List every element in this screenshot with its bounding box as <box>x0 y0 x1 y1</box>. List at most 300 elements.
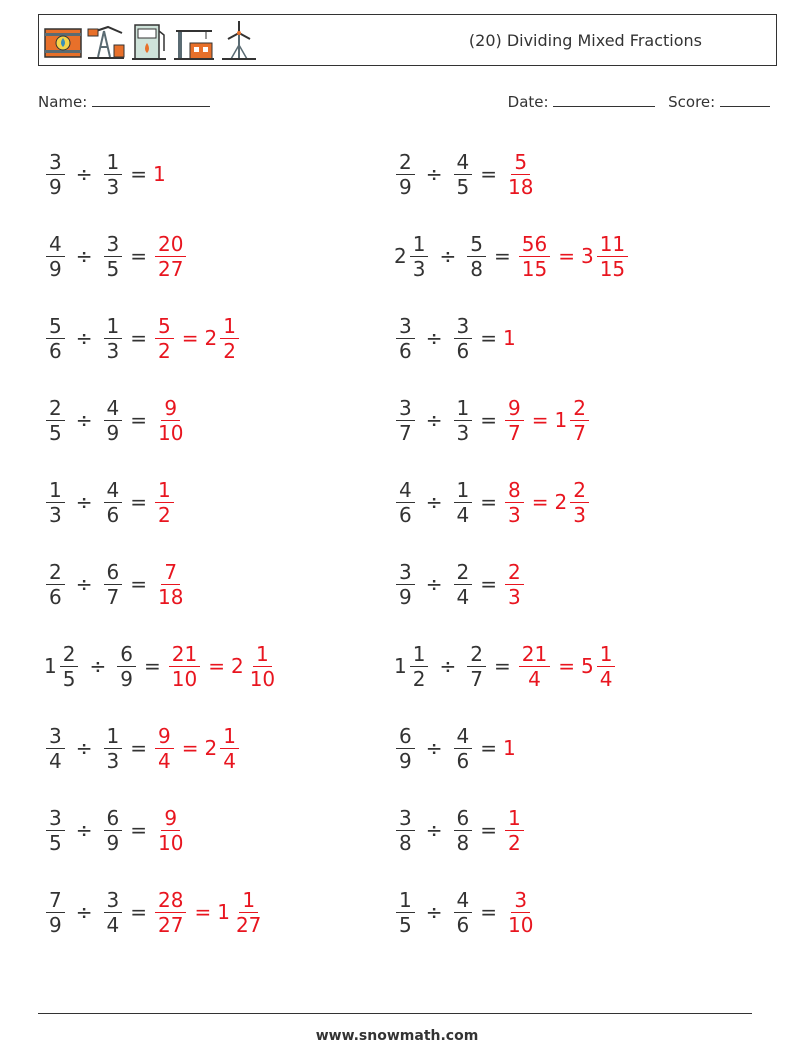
denominator: 6 <box>399 502 412 527</box>
answer <box>153 560 188 609</box>
equals-sign: = <box>130 572 147 596</box>
mixed-number <box>394 478 417 527</box>
fraction <box>519 232 550 281</box>
mixed-number <box>102 560 125 609</box>
mixed-number <box>44 888 67 937</box>
divide-sign: ÷ <box>425 818 443 842</box>
mixed-number <box>44 724 67 773</box>
denominator: 2 <box>412 666 426 691</box>
numerator: 1 <box>46 478 65 503</box>
mixed-number <box>44 478 67 527</box>
divide-sign: ÷ <box>425 572 443 596</box>
denominator: 9 <box>49 174 62 199</box>
date-label: Date: <box>507 93 549 111</box>
divide-sign: ÷ <box>425 408 443 432</box>
header-icons <box>43 19 259 63</box>
equals-sign: = <box>480 490 497 514</box>
fraction <box>410 232 429 281</box>
fraction <box>104 232 123 281</box>
fraction <box>454 806 473 855</box>
mixed-number <box>44 314 67 363</box>
mixed-number <box>503 396 526 445</box>
problem-item <box>44 636 280 696</box>
denominator: 10 <box>171 666 198 691</box>
denominator: 6 <box>49 338 62 363</box>
equals-sign: = <box>130 244 147 268</box>
problem-item <box>394 718 517 778</box>
whole-part: 2 <box>394 244 407 268</box>
whole-part: 1 <box>217 900 230 924</box>
fraction <box>104 150 123 199</box>
denominator: 6 <box>399 338 412 363</box>
equals-sign: = <box>130 408 147 432</box>
denominator: 10 <box>158 830 184 855</box>
answer <box>517 642 618 691</box>
mixed-number <box>394 150 417 199</box>
mixed-number <box>452 396 475 445</box>
mixed-number <box>44 560 67 609</box>
divide-sign: ÷ <box>439 654 457 678</box>
answer <box>153 478 176 527</box>
numerator: 5 <box>511 150 530 175</box>
answer <box>153 806 188 855</box>
denominator: 3 <box>508 502 521 527</box>
mixed-number <box>102 478 125 527</box>
mixed-number <box>555 478 591 527</box>
denominator: 4 <box>223 748 236 773</box>
fraction <box>46 888 65 937</box>
answer-equals-sign: = <box>181 736 199 760</box>
mixed-number <box>153 232 188 281</box>
fraction <box>220 314 239 363</box>
problem-item <box>394 308 517 368</box>
mixed-number <box>44 232 67 281</box>
mixed-number <box>394 314 417 363</box>
numerator: 4 <box>454 150 473 175</box>
mixed-number <box>102 806 125 855</box>
denominator: 10 <box>249 666 276 691</box>
denominator: 6 <box>49 584 62 609</box>
numerator: 3 <box>46 150 65 175</box>
numerator: 7 <box>46 888 65 913</box>
factory-crane-icon <box>172 19 216 63</box>
divide-sign: ÷ <box>75 408 93 432</box>
numerator: 1 <box>597 642 616 667</box>
divide-sign: ÷ <box>439 244 457 268</box>
mixed-number <box>452 560 475 609</box>
answer-equals-sign: = <box>558 244 575 268</box>
footer-divider <box>38 1013 752 1014</box>
divide-sign: ÷ <box>75 900 93 924</box>
denominator: 9 <box>120 666 133 691</box>
numerator: 7 <box>161 560 180 585</box>
denominator: 6 <box>456 338 470 363</box>
answer-equals-sign: = <box>181 326 199 350</box>
oil-pump-icon <box>86 19 126 63</box>
divide-sign: ÷ <box>75 326 93 350</box>
mixed-number <box>503 560 526 609</box>
fraction <box>454 314 473 363</box>
divide-sign: ÷ <box>425 736 443 760</box>
whole-part: 1 <box>44 654 57 678</box>
answer <box>503 326 517 350</box>
numerator: 1 <box>410 642 429 667</box>
fraction <box>46 478 65 527</box>
divide-sign: ÷ <box>75 162 93 186</box>
divide-sign: ÷ <box>425 326 443 350</box>
problem-item <box>44 882 266 942</box>
mixed-number <box>503 888 538 937</box>
numerator: 1 <box>454 396 473 421</box>
fraction <box>104 314 123 363</box>
answer <box>503 560 526 609</box>
numerator: 1 <box>104 724 123 749</box>
mixed-number <box>452 806 475 855</box>
denominator: 9 <box>399 174 412 199</box>
denominator: 7 <box>573 420 586 445</box>
numerator: 2 <box>467 642 486 667</box>
answer <box>153 724 241 773</box>
numerator: 1 <box>104 150 123 175</box>
mixed-number <box>503 736 517 760</box>
mixed-number <box>167 642 202 691</box>
denominator: 5 <box>399 912 412 937</box>
mixed-number <box>394 806 417 855</box>
fraction <box>454 478 473 527</box>
numerator: 2 <box>46 396 65 421</box>
problem-item <box>44 144 167 204</box>
name-blank[interactable] <box>92 92 210 107</box>
oil-barrel-icon <box>43 19 83 63</box>
fraction <box>396 724 415 773</box>
whole-part: 3 <box>580 244 594 268</box>
fraction <box>570 396 589 445</box>
numerator: 1 <box>239 888 258 913</box>
denominator: 3 <box>508 584 521 609</box>
answer <box>503 396 591 445</box>
mixed-number <box>153 560 188 609</box>
fraction <box>46 396 65 445</box>
problem-item <box>394 636 617 696</box>
fraction <box>396 478 415 527</box>
denominator: 18 <box>158 584 184 609</box>
whole-part: 1 <box>503 326 516 350</box>
answer <box>153 162 167 186</box>
fraction <box>396 150 415 199</box>
divide-sign: ÷ <box>75 736 93 760</box>
numerator: 6 <box>104 560 123 585</box>
mixed-number <box>44 396 67 445</box>
numerator: 4 <box>104 396 123 421</box>
mixed-number <box>581 642 617 691</box>
whole-part: 2 <box>230 654 244 678</box>
mixed-number <box>102 396 125 445</box>
numerator: 9 <box>505 396 524 421</box>
denominator: 2 <box>158 502 171 527</box>
whole-part: 1 <box>153 162 166 186</box>
divide-sign: ÷ <box>89 654 107 678</box>
mixed-number <box>517 642 552 691</box>
numerator: 3 <box>104 888 123 913</box>
date-score-fields <box>508 92 770 111</box>
numerator: 5 <box>46 314 65 339</box>
fraction <box>505 150 536 199</box>
mixed-number <box>452 724 475 773</box>
mixed-number <box>394 232 430 281</box>
numerator: 1 <box>104 314 123 339</box>
mixed-number <box>102 232 125 281</box>
numerator: 3 <box>511 888 530 913</box>
mixed-number <box>394 396 417 445</box>
fraction <box>46 232 65 281</box>
fraction <box>117 642 136 691</box>
fraction <box>410 642 429 691</box>
equals-sign: = <box>130 736 147 760</box>
fraction <box>247 642 278 691</box>
fraction <box>46 560 65 609</box>
denominator: 9 <box>49 912 62 937</box>
mixed-number <box>44 642 80 691</box>
fraction <box>155 888 186 937</box>
numerator: 1 <box>396 888 415 913</box>
answer-equals-sign: = <box>558 654 575 678</box>
denominator: 3 <box>573 502 586 527</box>
denominator: 9 <box>106 830 120 855</box>
fraction <box>155 396 186 445</box>
mixed-number <box>115 642 138 691</box>
mixed-number <box>581 232 630 281</box>
page-title: (20) Dividing Mixed Fractions <box>468 31 702 50</box>
answer <box>503 888 538 937</box>
numerator: 56 <box>519 232 550 257</box>
fraction <box>505 396 524 445</box>
divide-sign: ÷ <box>75 490 93 514</box>
mixed-number <box>503 150 538 199</box>
equals-sign: = <box>480 572 497 596</box>
mixed-number <box>394 560 417 609</box>
denominator: 27 <box>158 256 184 281</box>
fraction <box>104 396 123 445</box>
mixed-number <box>503 326 517 350</box>
fraction <box>155 806 186 855</box>
fraction <box>454 150 473 199</box>
denominator: 5 <box>49 420 62 445</box>
denominator: 4 <box>106 912 120 937</box>
fraction <box>46 314 65 363</box>
mixed-number <box>44 150 67 199</box>
problem-item <box>394 144 538 204</box>
mixed-number <box>452 150 475 199</box>
fraction <box>46 806 65 855</box>
fraction <box>60 642 79 691</box>
numerator: 3 <box>46 724 65 749</box>
numerator: 3 <box>46 806 65 831</box>
denominator: 4 <box>456 584 470 609</box>
denominator: 10 <box>158 420 184 445</box>
answer <box>517 232 630 281</box>
numerator: 1 <box>253 642 272 667</box>
denominator: 5 <box>106 256 120 281</box>
fraction <box>505 888 536 937</box>
denominator: 3 <box>412 256 426 281</box>
fraction <box>454 396 473 445</box>
problem-item <box>394 800 526 860</box>
numerator: 1 <box>155 478 174 503</box>
mixed-number <box>465 232 488 281</box>
denominator: 7 <box>470 666 483 691</box>
fraction <box>396 888 415 937</box>
equals-sign: = <box>130 900 147 924</box>
divide-sign: ÷ <box>75 244 93 268</box>
numerator: 1 <box>505 806 524 831</box>
mixed-number <box>205 314 241 363</box>
numerator: 3 <box>396 806 415 831</box>
mixed-number <box>394 888 417 937</box>
problem-item <box>44 718 241 778</box>
denominator: 10 <box>508 912 534 937</box>
mixed-number <box>394 724 417 773</box>
numerator: 2 <box>570 478 589 503</box>
numerator: 5 <box>467 232 486 257</box>
numerator: 21 <box>519 642 550 667</box>
equals-sign: = <box>480 326 497 350</box>
mixed-number <box>153 724 176 773</box>
problem-item <box>44 472 176 532</box>
numerator: 9 <box>161 806 180 831</box>
mixed-number <box>452 314 475 363</box>
denominator: 3 <box>106 338 120 363</box>
numerator: 3 <box>396 396 415 421</box>
equals-sign: = <box>480 818 497 842</box>
denominator: 6 <box>456 748 470 773</box>
denominator: 27 <box>235 912 262 937</box>
mixed-number <box>102 888 125 937</box>
problem-item <box>44 800 188 860</box>
fraction <box>454 888 473 937</box>
denominator: 3 <box>106 174 120 199</box>
equals-sign: = <box>130 490 147 514</box>
problem-item <box>44 226 188 286</box>
fraction <box>155 314 174 363</box>
problem-item <box>394 882 538 942</box>
mixed-number <box>153 162 167 186</box>
fraction <box>46 150 65 199</box>
fraction <box>396 806 415 855</box>
denominator: 4 <box>456 502 470 527</box>
equals-sign: = <box>493 244 511 268</box>
denominator: 4 <box>599 666 613 691</box>
numerator: 28 <box>155 888 186 913</box>
date-blank[interactable] <box>553 92 655 107</box>
fraction <box>467 232 486 281</box>
score-label: Score: <box>668 93 716 111</box>
mixed-number <box>394 642 430 691</box>
denominator: 9 <box>106 420 120 445</box>
header-box <box>38 14 777 66</box>
numerator: 4 <box>454 888 473 913</box>
mixed-number <box>555 396 591 445</box>
mixed-number <box>452 888 475 937</box>
numerator: 2 <box>570 396 589 421</box>
problem-item <box>394 226 630 286</box>
denominator: 8 <box>470 256 483 281</box>
denominator: 7 <box>399 420 412 445</box>
denominator: 4 <box>49 748 62 773</box>
mixed-number <box>153 314 176 363</box>
mixed-number <box>503 806 526 855</box>
numerator: 6 <box>454 806 473 831</box>
numerator: 5 <box>155 314 174 339</box>
whole-part: 2 <box>204 326 218 350</box>
mixed-number <box>153 478 176 527</box>
numerator: 8 <box>505 478 524 503</box>
numerator: 2 <box>505 560 524 585</box>
denominator: 15 <box>521 256 548 281</box>
denominator: 9 <box>399 584 412 609</box>
mixed-number <box>102 314 125 363</box>
denominator: 27 <box>158 912 184 937</box>
fraction <box>454 724 473 773</box>
whole-part: 5 <box>580 654 594 678</box>
mixed-number <box>44 806 67 855</box>
fraction <box>46 724 65 773</box>
equals-sign: = <box>130 326 147 350</box>
fraction <box>570 478 589 527</box>
fraction <box>155 478 174 527</box>
denominator: 4 <box>528 666 541 691</box>
equals-sign: = <box>480 736 497 760</box>
fraction <box>597 232 628 281</box>
answer-equals-sign: = <box>194 900 212 924</box>
equals-sign: = <box>480 408 497 432</box>
numerator: 3 <box>104 232 123 257</box>
denominator: 7 <box>508 420 521 445</box>
denominator: 3 <box>49 502 62 527</box>
answer <box>503 806 526 855</box>
mixed-number <box>153 396 188 445</box>
numerator: 3 <box>396 314 415 339</box>
score-blank[interactable] <box>720 92 770 107</box>
mixed-number <box>102 724 125 773</box>
denominator: 8 <box>456 830 470 855</box>
divide-sign: ÷ <box>75 572 93 596</box>
denominator: 5 <box>49 830 62 855</box>
fraction <box>519 642 550 691</box>
fraction <box>467 642 486 691</box>
numerator: 11 <box>597 232 628 257</box>
fraction <box>169 642 200 691</box>
mixed-number <box>517 232 552 281</box>
mixed-number <box>465 642 488 691</box>
fraction <box>104 806 123 855</box>
numerator: 9 <box>155 724 174 749</box>
numerator: 2 <box>454 560 473 585</box>
answer <box>153 396 188 445</box>
fraction <box>104 478 123 527</box>
fraction <box>104 888 123 937</box>
whole-part: 1 <box>503 736 516 760</box>
numerator: 2 <box>46 560 65 585</box>
denominator: 3 <box>106 748 120 773</box>
denominator: 8 <box>399 830 412 855</box>
divide-sign: ÷ <box>425 162 443 186</box>
fraction <box>505 806 524 855</box>
answer-equals-sign: = <box>208 654 225 678</box>
mixed-number <box>102 150 125 199</box>
mixed-number <box>205 724 241 773</box>
fraction <box>505 560 524 609</box>
denominator: 18 <box>508 174 534 199</box>
